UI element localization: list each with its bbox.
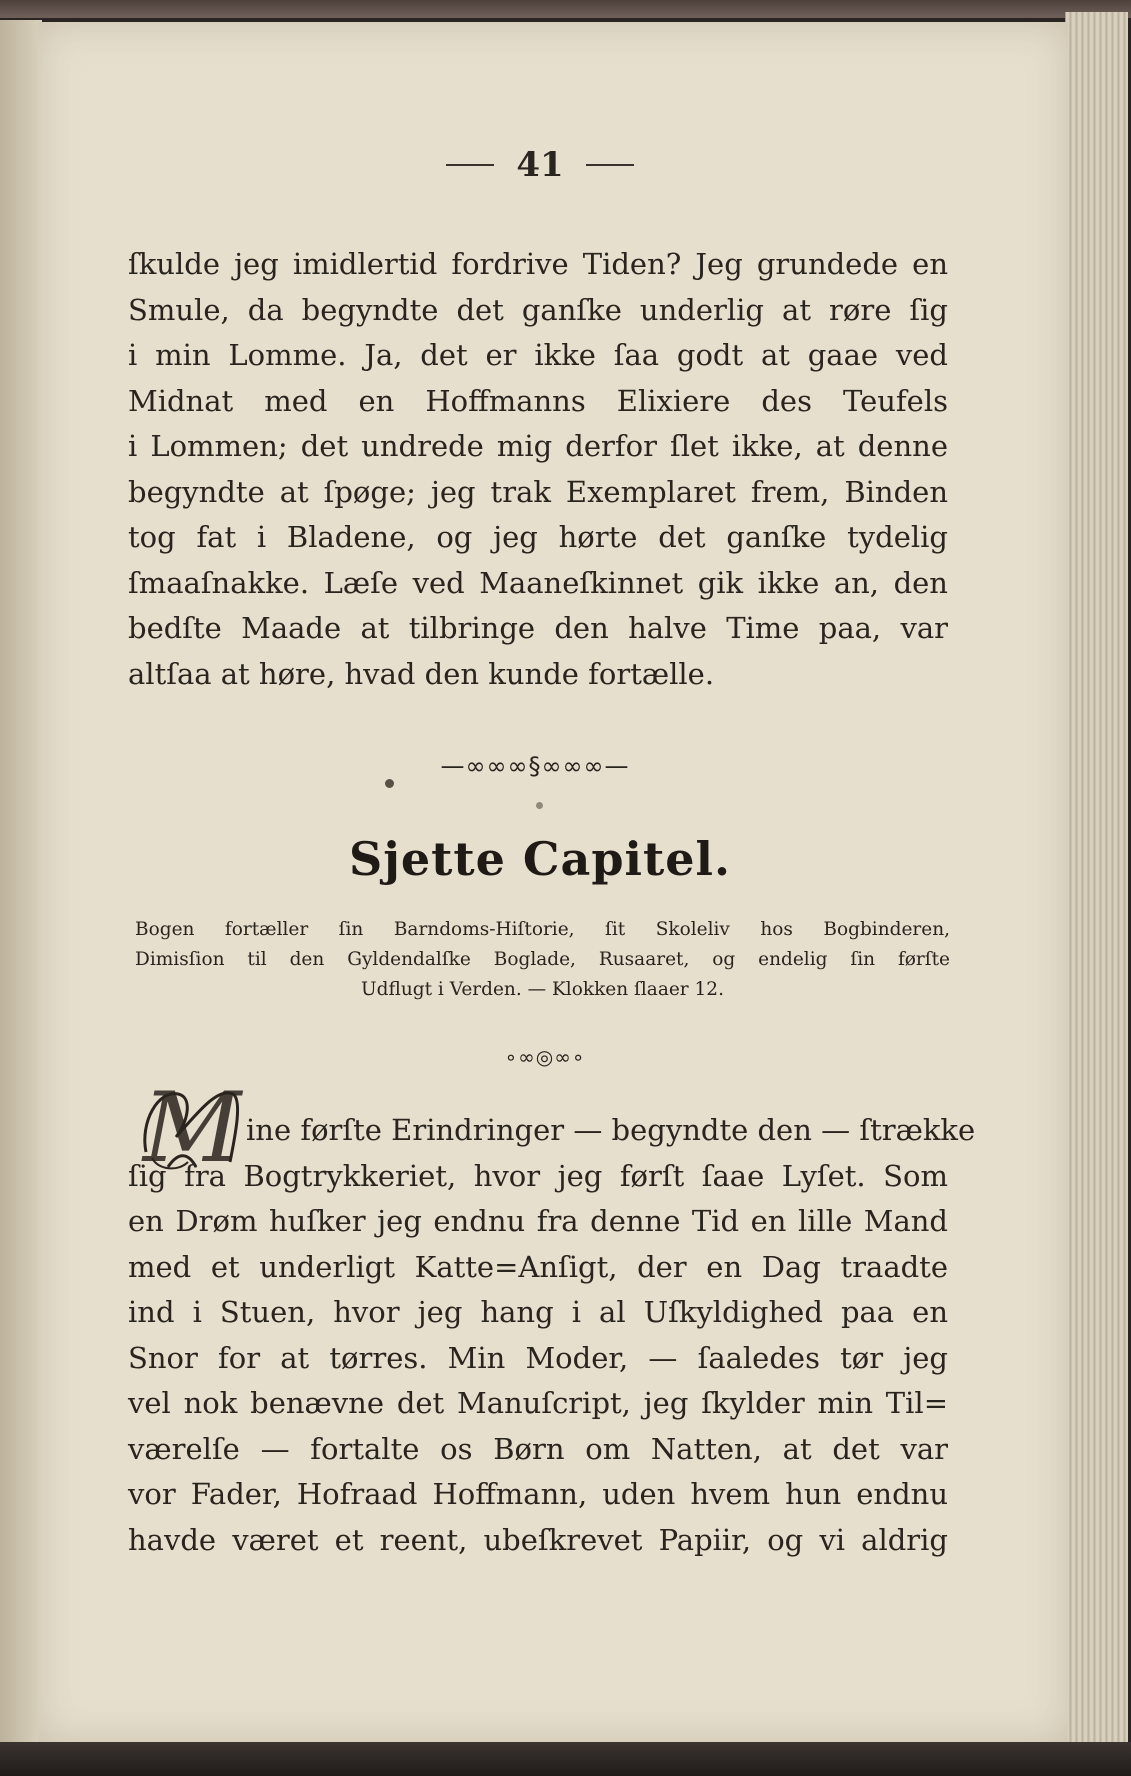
text-line: havde været et reent, ubeſkrevet Papiir, og vi aldrig xyxy=(128,1522,948,1557)
book-binding-bottom xyxy=(0,1742,1131,1776)
text-line: vel nok benævne det Manuſcript, jeg ſkylder min Til= xyxy=(128,1386,948,1420)
text-line: ine førſte Erindringer — begyndte den — ſtrække xyxy=(246,1113,976,1147)
header-dash-left xyxy=(446,164,494,166)
page-header xyxy=(400,140,680,190)
text-line: i Lommen; det undrede mig derfor ſlet ikke, at denne xyxy=(128,429,948,463)
text-line: ind i Stuen, hvor jeg hang i al Uſkyldighed paa en xyxy=(128,1295,948,1329)
paper-speck xyxy=(385,779,394,788)
header-dash-right xyxy=(586,164,634,166)
summary-line: Dimisſion til den Gyldendalſke Boglade, Rusaaret, og endelig ſin førſte xyxy=(135,949,950,970)
chapter-paragraph xyxy=(128,1108,976,1563)
facing-page-edge xyxy=(0,20,42,1750)
page-number: 41 xyxy=(516,145,564,185)
text-line: en Drøm huſker jeg endnu fra denne Tid en lille Mand xyxy=(128,1204,948,1238)
text-line: ſkulde jeg imidlertid fordrive Tiden? Jeg grundede en xyxy=(128,247,948,281)
text-line: Smule, da begyndte det ganſke underlig at røre ſig xyxy=(128,292,948,327)
drop-cap-letter: M xyxy=(142,1072,242,1184)
text-line: bedſte Maade at tilbringe den halve Time paa, var xyxy=(128,611,948,645)
text-line: tog fat i Bladene, og jeg hørte det ganſke tydelig xyxy=(128,520,948,554)
text-line: med et underligt Katte=Anſigt, der en Dag traadte xyxy=(128,1249,948,1284)
text-line: altſaa at høre, hvad den kunde fortælle. xyxy=(128,656,715,691)
text-line: ſig fra Bogtrykkeriet, hvor jeg førſt ſaae Lyſet. Som xyxy=(128,1158,948,1193)
text-line: begyndte at ſpøge; jeg trak Exemplaret frem, Binden xyxy=(128,474,948,509)
section-divider-ornament: —∞∞∞§∞∞∞— xyxy=(440,752,630,780)
chapter-title: Sjette Capitel. xyxy=(349,832,731,886)
chapter-summary xyxy=(135,915,950,1005)
book-binding-top xyxy=(0,0,1131,18)
text-line: i min Lomme. Ja, det er ikke ſaa godt at gaae ved xyxy=(128,338,948,372)
text-line: vor Fader, Hofraad Hoffmann, uden hvem hun endnu xyxy=(128,1477,948,1511)
paper-speck xyxy=(536,802,543,809)
summary-line: Bogen fortæller ſin Barndoms-Hiſtorie, ſit Skoleliv hos Bogbinderen, xyxy=(135,919,950,940)
text-line: Midnat med en Hoffmanns Elixiere des Teufels xyxy=(128,383,948,418)
small-divider-ornament: ∘∞◎∞∘ xyxy=(504,1045,586,1069)
page-stack-edges xyxy=(1065,12,1128,1757)
text-line: værelſe — fortalte os Børn om Natten, at det var xyxy=(128,1431,948,1466)
text-line: ſmaaſnakke. Læſe ved Maaneſkinnet gik ikke an, den xyxy=(128,565,948,600)
summary-line: Udflugt i Verden. — Klokken ſlaaer 12. xyxy=(361,979,724,1000)
text-line: Snor for at tørres. Min Moder, — ſaaledes tør jeg xyxy=(128,1340,948,1375)
paragraph-continuation xyxy=(128,242,948,697)
